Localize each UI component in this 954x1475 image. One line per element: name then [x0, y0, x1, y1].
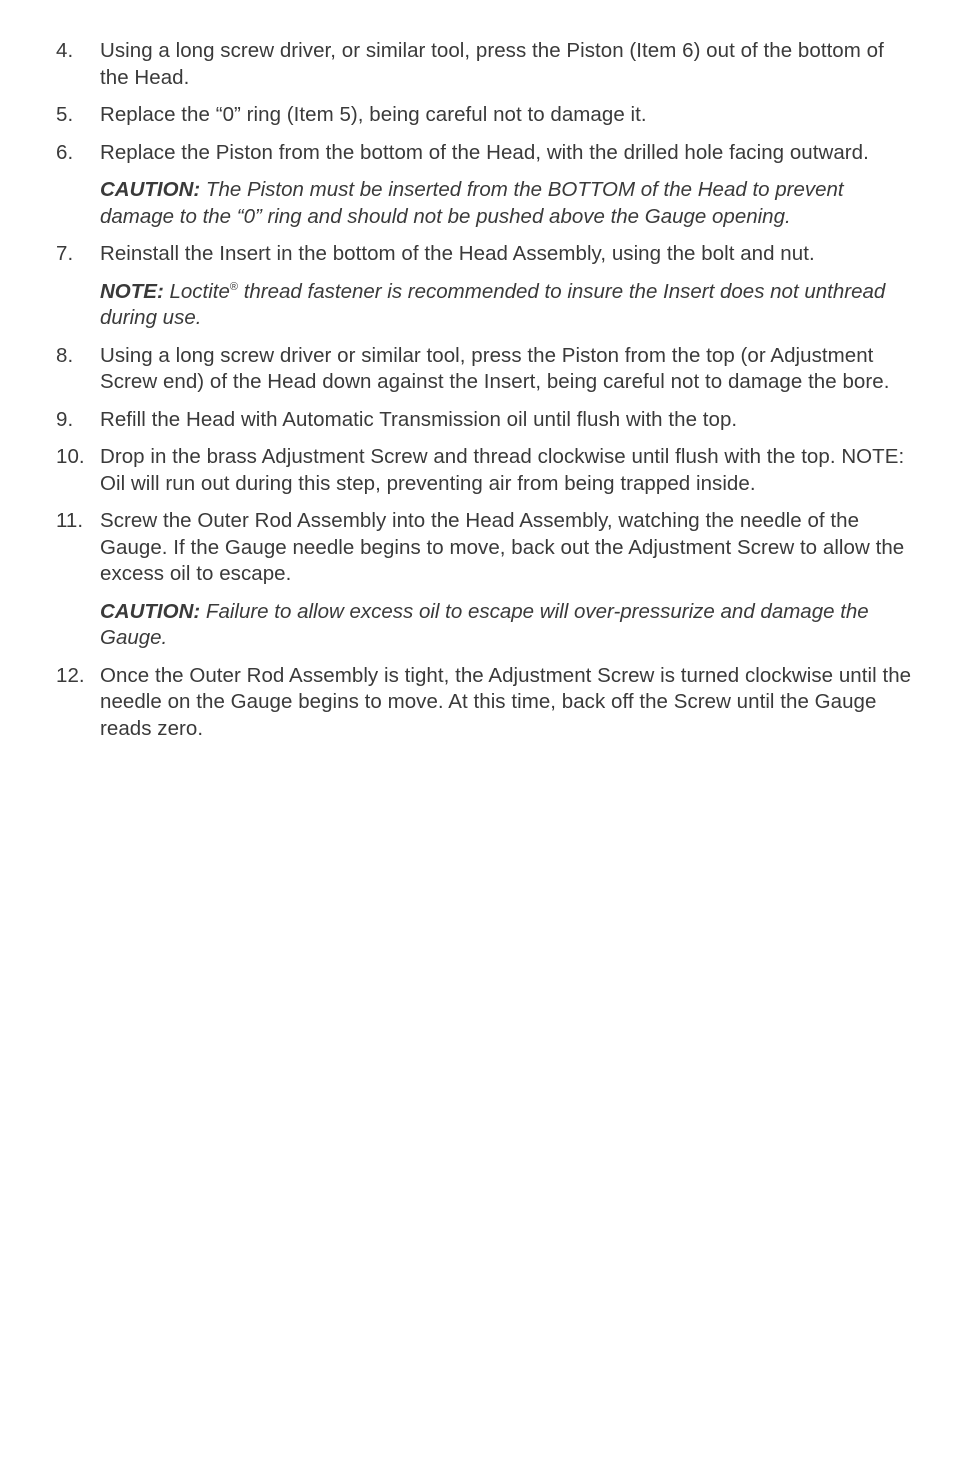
step-number: 6.	[56, 140, 74, 164]
instruction-page	[56, 38, 916, 753]
step-text: Using a long screw driver, or similar tool, press the Piston (Item 6) out of the bottom of the Head.	[100, 39, 884, 89]
step-number: 10.	[56, 445, 85, 468]
step-text: Replace the Piston from the bottom of the Head, with the drilled hole facing outward.	[100, 140, 869, 164]
caution-note-piston	[56, 177, 916, 230]
caution-label: CAUTION:	[100, 599, 201, 623]
caution-text: The Piston must be inserted from the BOTTOM of the Head to prevent damage to the “0” ring and should not be pushed above the Gauge opening.	[100, 178, 844, 228]
step-9	[56, 407, 916, 434]
step-number: 4.	[56, 39, 74, 62]
note-label: NOTE:	[100, 279, 164, 303]
step-number: 9.	[56, 407, 74, 431]
step-number: 11.	[56, 509, 84, 532]
registered-mark: ®	[229, 280, 238, 293]
step-11	[56, 508, 916, 588]
note-text: thread fastener is recommended to insure the Insert does not unthread during use.	[100, 279, 886, 329]
caution-text: Failure to allow excess oil to escape will over-pressurize and damage the Gauge.	[100, 599, 869, 649]
step-7	[56, 241, 916, 268]
step-text: Drop in the brass Adjustment Screw and thread clockwise until flush with the top. NOTE: Oil will run out during this step, preventing air from being trapped inside.	[100, 445, 905, 495]
step-number: 8.	[56, 343, 74, 367]
step-4	[56, 38, 916, 91]
caution-label: CAUTION:	[100, 178, 201, 201]
step-5	[56, 102, 916, 129]
step-number: 5.	[56, 103, 74, 126]
caution-note-oil	[56, 599, 916, 652]
step-number: 12.	[56, 663, 85, 687]
note-text-brand: Loctite	[169, 279, 230, 303]
step-10	[56, 444, 916, 497]
step-8	[56, 343, 916, 396]
loctite-note	[56, 279, 916, 332]
step-text: Screw the Outer Rod Assembly into the Head Assembly, watching the needle of the Gauge. If the Gauge needle begins to move, back out the Adjustment Screw to allow the excess oil to escape.	[100, 509, 905, 585]
step-text: Using a long screw driver or similar tool, press the Piston from the top (or Adjustment Screw end) of the Head down against the Insert, being careful not to damage the bore.	[100, 343, 890, 393]
step-text: Replace the “0” ring (Item 5), being careful not to damage it.	[100, 103, 647, 126]
step-number: 7.	[56, 242, 74, 265]
step-6	[56, 140, 916, 167]
step-text: Refill the Head with Automatic Transmission oil until flush with the top.	[100, 407, 738, 431]
step-text: Once the Outer Rod Assembly is tight, the Adjustment Screw is turned clockwise until the needle on the Gauge begins to move. At this time, back off the Screw until the Gauge reads zero.	[100, 663, 912, 740]
step-text: Reinstall the Insert in the bottom of the Head Assembly, using the bolt and nut.	[100, 242, 815, 265]
step-12	[56, 663, 916, 743]
